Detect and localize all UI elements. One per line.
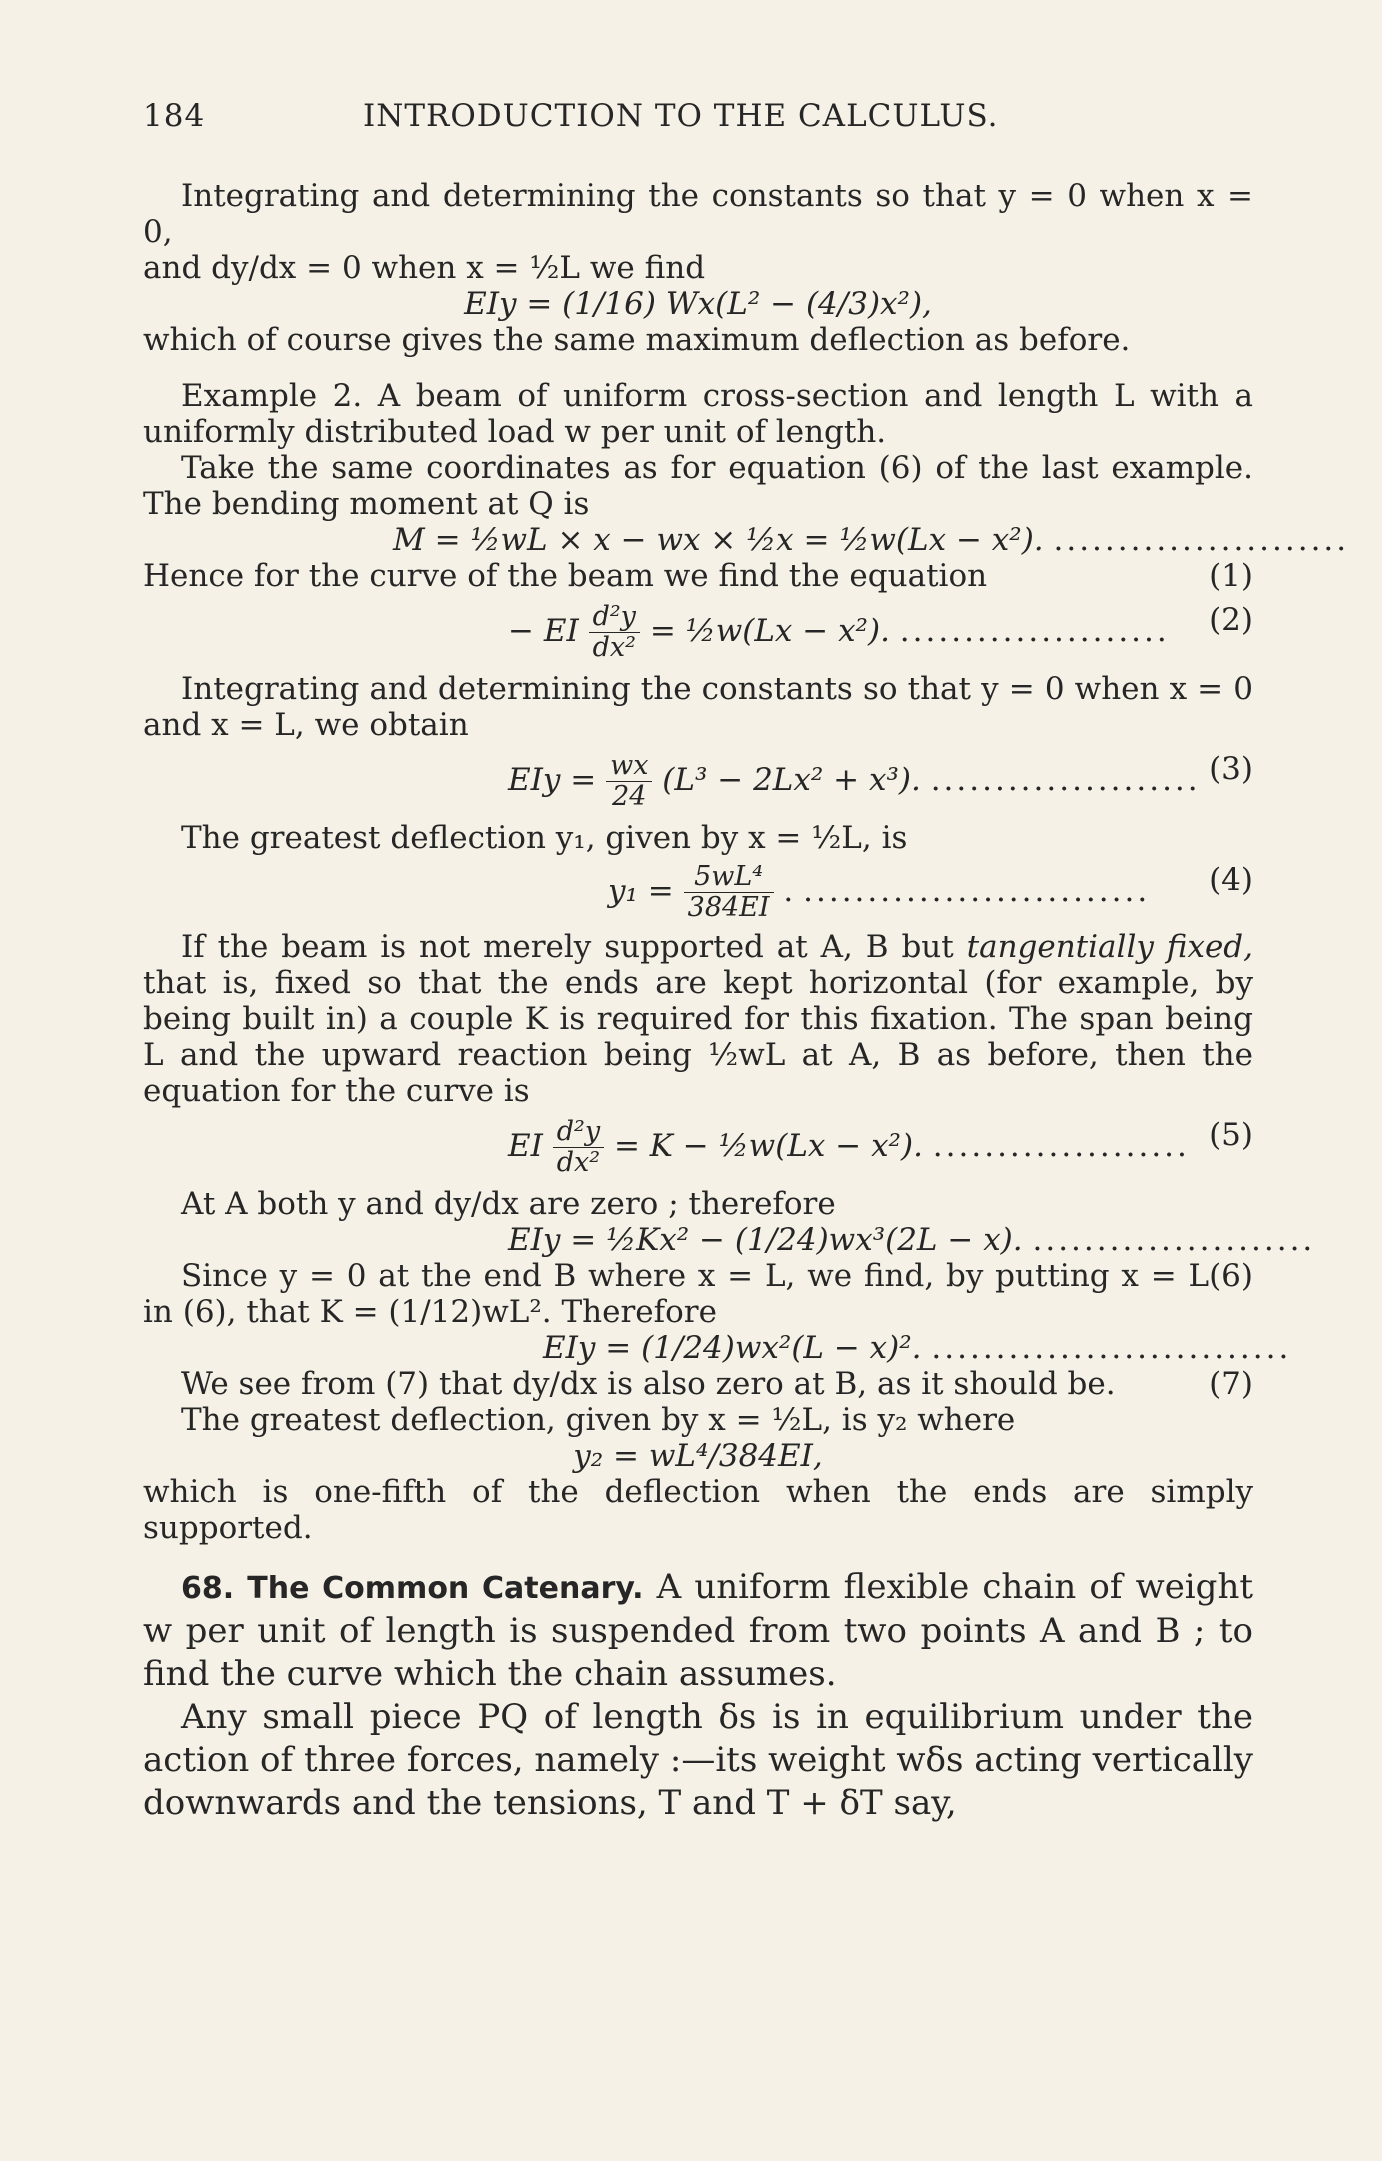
equation-number: (7) (1209, 1366, 1253, 1402)
leader-dots: ...................... (1032, 1222, 1316, 1258)
leader-dots: ............................ (931, 1330, 1292, 1366)
equation-body: M = ½wL × x − wx × ½x = ½w(Lx − x²). (393, 522, 1044, 558)
section-number: 68. (181, 1571, 235, 1606)
equation-lhs: EIy = (508, 762, 597, 798)
page-number: 184 (143, 98, 206, 134)
fraction (606, 751, 652, 812)
text-line: and dy/dx = 0 when x = ½L we find (143, 250, 706, 286)
fraction (684, 862, 774, 923)
equation-body: EIy = (1/24)wx²(L − x)². (543, 1330, 922, 1366)
fraction-numerator: d²y (553, 1117, 604, 1148)
section-title: The Common Catenary. (247, 1571, 644, 1606)
running-title: INTRODUCTION TO THE CALCULUS. (363, 98, 999, 134)
page-header (143, 98, 1263, 148)
equation-number: (4) (1209, 862, 1253, 898)
text-line: Integrating and determining the constants so that y = 0 when x = 0, (143, 178, 1253, 250)
equation-rhs: = ½w(Lx − x²). (649, 613, 890, 649)
equation-5 (143, 1117, 1253, 1178)
equation-number: (2) (1209, 602, 1253, 638)
fraction-denominator: dx² (592, 632, 636, 663)
equation-number: (5) (1209, 1117, 1253, 1153)
fraction-numerator: wx (606, 751, 652, 782)
equation-number: (3) (1209, 751, 1253, 787)
text-line: The greatest deflection y₁, given by x = ½L, is (181, 820, 908, 856)
text-paragraph: Any small piece PQ of length δs is in equilibrium under the action of three forces, namely :—its weight wδs acting vertically downwards and the tensions, T and T + δT say, (143, 1697, 1253, 1823)
equation-number: (6) (1209, 1258, 1253, 1294)
equation-lhs: y₁ = (608, 873, 674, 909)
equation-rhs: = K − ½w(Lx − x²). (613, 1128, 923, 1164)
equation: EIy = (1/16) Wx(L² − (4/3)x²), (464, 286, 932, 322)
leader-dots: ........................... (803, 873, 1151, 909)
leader-dots: ..................... (930, 762, 1201, 798)
text-paragraph: Take the same coordinates as for equation (6) of the last example. The bending moment at Q is (143, 450, 1253, 522)
text-line: At A both y and dy/dx are zero ; therefore (181, 1186, 836, 1222)
leader-dots: ..................... (899, 613, 1170, 649)
fraction-numerator: d²y (589, 602, 640, 633)
equation-2 (143, 602, 1253, 663)
section-text: A uniform flexible chain of weight w per unit of length is suspended from two points A and B ; to find the curve which the chain assumes. (143, 1567, 1254, 1694)
equation-4 (143, 862, 1253, 923)
equation-lhs: EI (508, 1128, 543, 1164)
text-span: that is, fixed so that the ends are kept horizontal (for example, by being built in) a couple K is required for this fixation. The span being L and the upward reaction being ½wL at A, B as before, then the equation for the curve is (143, 965, 1253, 1109)
equation-body: EIy = ½Kx² − (1/24)wx³(2L − x). (508, 1222, 1023, 1258)
equation-rhs: (L³ − 2Lx² + x³). (662, 762, 921, 798)
equation-3 (143, 751, 1253, 812)
text-line: Hence for the curve of the beam we find the equation (143, 558, 988, 594)
text-paragraph: Integrating and determining the constants so that y = 0 when x = 0 and x = L, we obtain (143, 671, 1253, 743)
fraction-denominator: 384EI (687, 892, 770, 923)
example-paragraph: Example 2. A beam of uniform cross-section and length L with a uniformly distributed load w per unit of length. (143, 378, 1253, 450)
text-span: If the beam is not merely supported at A, B but (181, 929, 967, 965)
derivative-fraction (589, 602, 640, 663)
derivative-fraction (553, 1117, 604, 1178)
equation-number: (1) (1209, 558, 1253, 594)
leader-dots: ....................... (1053, 522, 1350, 558)
equation: y₂ = wL⁴/384EI, (573, 1438, 823, 1474)
text-line: We see from (7) that dy/dx is also zero at B, as it should be. (181, 1366, 1116, 1402)
equation-lhs: − EI (508, 613, 579, 649)
text-paragraph: Since y = 0 at the end B where x = L, we find, by putting x = L in (6), that K = (1/12)wL². Therefore (143, 1258, 1210, 1330)
section-paragraph (143, 1566, 1253, 1696)
text-line: The greatest deflection, given by x = ½L, is y₂ where (181, 1402, 1016, 1438)
text-paragraph (143, 929, 1253, 1109)
fraction-denominator: dx² (556, 1147, 601, 1178)
italic-span: tangentially fixed, (966, 929, 1253, 965)
equation-rhs: . (783, 873, 794, 909)
fraction-numerator: 5wL⁴ (684, 862, 774, 893)
fraction-denominator: 24 (612, 781, 647, 812)
text-line: which of course gives the same maximum deflection as before. (143, 322, 1131, 358)
leader-dots: .................... (932, 1128, 1190, 1164)
text-line: which is one-fifth of the deflection when the ends are simply supported. (143, 1474, 1253, 1546)
page-body (143, 178, 1350, 1825)
